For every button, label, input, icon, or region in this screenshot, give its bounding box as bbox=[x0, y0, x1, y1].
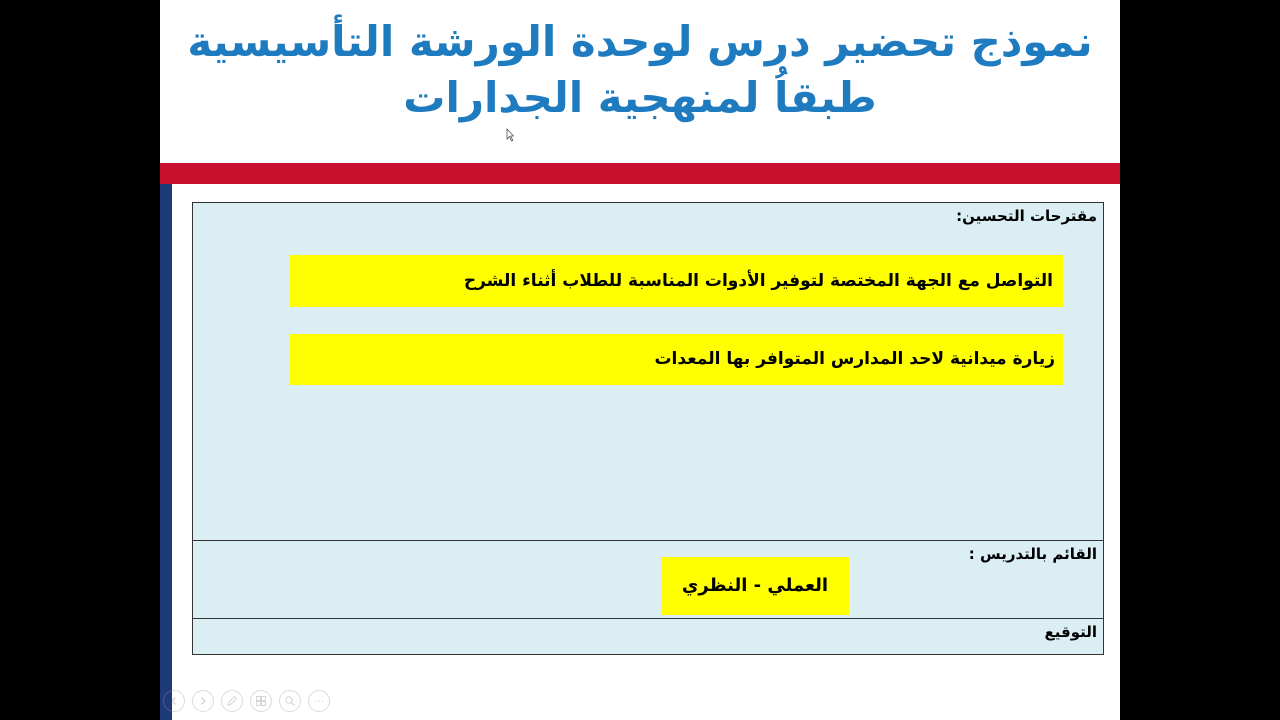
more-icon[interactable]: ··· bbox=[308, 690, 330, 712]
lesson-table bbox=[192, 202, 1104, 655]
next-icon[interactable] bbox=[192, 690, 214, 712]
slides-icon[interactable] bbox=[250, 690, 272, 712]
mouse-cursor-icon bbox=[506, 128, 514, 142]
title-line-1: نموذج تحضير درس لوحدة الورشة التأسيسية bbox=[187, 17, 1093, 66]
title-divider-band bbox=[160, 163, 1120, 184]
signature-label: التوقيع bbox=[1044, 623, 1097, 641]
slide-title bbox=[160, 14, 1120, 126]
title-line-2: طبقاُ لمنهجية الجدارات bbox=[403, 73, 877, 122]
teacher-value: العملي - النظري bbox=[661, 557, 849, 615]
zoom-icon[interactable] bbox=[279, 690, 301, 712]
pen-icon[interactable] bbox=[221, 690, 243, 712]
teacher-row bbox=[193, 541, 1103, 619]
improvements-row bbox=[193, 203, 1103, 541]
side-accent-bar bbox=[160, 184, 172, 720]
signature-row bbox=[193, 619, 1103, 654]
presentation-controls bbox=[163, 690, 330, 716]
slide bbox=[160, 0, 1120, 720]
improvements-label: مقترحات التحسين: bbox=[956, 207, 1097, 225]
prev-icon[interactable] bbox=[163, 690, 185, 712]
improvement-item: التواصل مع الجهة المختصة لتوفير الأدوات المناسبة للطلاب أثناء الشرح bbox=[290, 255, 1063, 307]
teacher-label: القائم بالتدريس : bbox=[968, 545, 1097, 563]
improvement-item: زيارة ميدانية لاحد المدارس المتوافر بها المعدات bbox=[290, 334, 1063, 385]
